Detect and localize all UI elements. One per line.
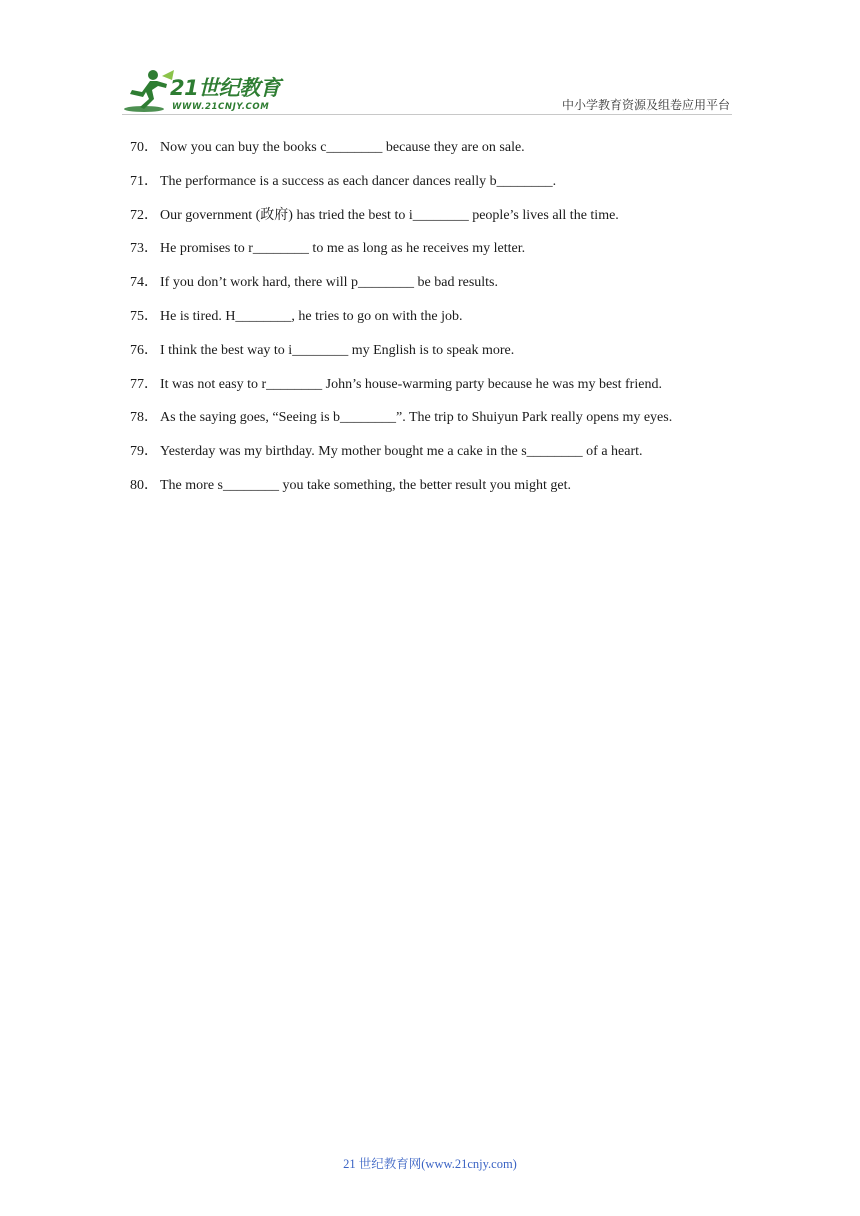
question-item <box>130 342 750 376</box>
page-footer[interactable]: 21 世纪教育网(www.21cnjy.com) <box>343 1157 517 1171</box>
question-item <box>130 477 750 511</box>
question-number: 77． <box>130 376 158 392</box>
question-text: Yesterday was my birthday. My mother bought me a cake in the s________ of a heart. <box>160 444 643 460</box>
question-text: Our government (政府) has tried the best to i________ people’s lives all the time. <box>160 207 619 223</box>
question-number: 70． <box>130 140 158 155</box>
question-number: 80． <box>130 477 158 493</box>
question-item <box>130 443 750 477</box>
question-item <box>130 376 750 410</box>
question-text: The more s________ you take something, the better result you might get. <box>160 477 571 493</box>
question-text: As the saying goes, “Seeing is b________”. The trip to Shuiyun Park really opens my eyes. <box>160 410 673 426</box>
logo-text: 21世纪教育 <box>170 76 281 100</box>
site-logo <box>122 68 292 118</box>
question-text: If you don’t work hard, there will p________ be bad results. <box>160 275 499 291</box>
question-number: 79． <box>130 444 158 460</box>
question-number: 72． <box>130 207 158 223</box>
question-text: I think the best way to i________ my English is to speak more. <box>160 342 515 358</box>
question-item <box>130 308 750 342</box>
question-text: It was not easy to r________ John’s house-warming party because he was my best friend. <box>160 376 662 392</box>
question-item <box>130 409 750 443</box>
question-item <box>130 139 750 173</box>
question-item <box>130 173 750 207</box>
page-header <box>0 0 860 120</box>
question-number: 73． <box>130 241 158 257</box>
question-text: He promises to r________ to me as long as he receives my letter. <box>160 241 526 257</box>
question-list <box>130 139 750 511</box>
question-text: The performance is a success as each dancer dances really b________. <box>160 173 557 189</box>
question-text: Now you can buy the books c________ because they are on sale. <box>160 140 525 155</box>
question-item <box>130 240 750 274</box>
question-number: 76． <box>130 342 158 358</box>
logo-url: WWW.21CNJY.COM <box>172 102 270 112</box>
question-text: He is tired. H________, he tries to go on with the job. <box>160 308 463 324</box>
question-number: 71． <box>130 173 158 189</box>
question-item <box>130 207 750 241</box>
question-number: 78． <box>130 410 158 426</box>
question-item <box>130 274 750 308</box>
header-divider <box>122 114 732 115</box>
question-number: 75． <box>130 308 158 324</box>
header-tagline: 中小学教育资源及组卷应用平台 <box>561 98 730 112</box>
question-number: 74． <box>130 275 158 291</box>
